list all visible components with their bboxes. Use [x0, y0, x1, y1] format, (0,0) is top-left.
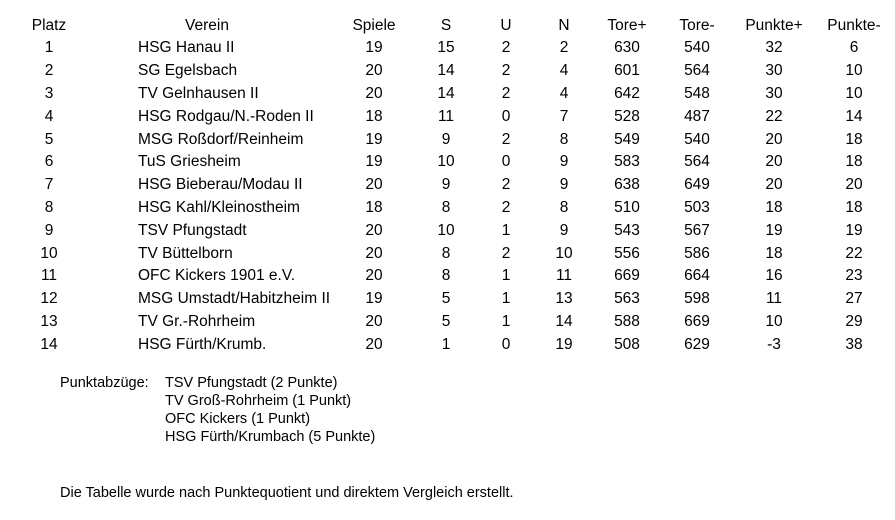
table-row	[16, 288, 892, 311]
cell-s: 8	[441, 198, 451, 216]
cell-u: 2	[501, 39, 511, 57]
cell-verein: HSG Rodgau/N.-Roden II	[138, 107, 314, 125]
col-header-punkte-minus: Punkte-	[827, 16, 881, 34]
table-row	[16, 311, 892, 334]
cell-spiele: 19	[365, 130, 383, 148]
cell-platz: 6	[44, 153, 54, 171]
table-footnote: Die Tabelle wurde nach Punktequotient und direktem Vergleich erstellt.	[60, 485, 514, 501]
cell-s: 15	[437, 39, 455, 57]
deduction-item: OFC Kickers (1 Punkt)	[165, 411, 311, 427]
standings-body	[16, 37, 892, 356]
cell-punkte-plus: 18	[765, 198, 783, 216]
cell-tore-plus: 583	[614, 153, 640, 171]
cell-s: 11	[437, 107, 455, 125]
col-header-platz: Platz	[31, 16, 67, 34]
cell-n: 4	[559, 62, 569, 80]
cell-tore-plus: 563	[614, 290, 640, 308]
cell-spiele: 20	[365, 267, 383, 285]
deductions-label: Punktabzüge:	[60, 375, 149, 391]
cell-spiele: 20	[365, 176, 383, 194]
cell-tore-minus: 540	[684, 130, 710, 148]
cell-punkte-minus: 27	[845, 290, 863, 308]
cell-verein: HSG Hanau II	[138, 39, 235, 57]
cell-u: 0	[501, 153, 511, 171]
cell-n: 9	[559, 153, 569, 171]
cell-verein: TV Büttelborn	[138, 244, 233, 262]
cell-s: 10	[437, 153, 455, 171]
cell-verein: TSV Pfungstadt	[138, 221, 247, 239]
cell-verein: TV Gelnhausen II	[138, 84, 259, 102]
cell-punkte-plus: 22	[765, 107, 783, 125]
cell-s: 14	[437, 62, 455, 80]
cell-n: 11	[555, 267, 573, 285]
cell-punkte-minus: 10	[845, 84, 863, 102]
col-header-tore-plus: Tore+	[607, 16, 647, 34]
cell-tore-plus: 549	[614, 130, 640, 148]
cell-punkte-plus: 20	[765, 130, 783, 148]
cell-platz: 9	[44, 221, 54, 239]
cell-punkte-plus: 32	[765, 39, 783, 57]
cell-u: 0	[501, 107, 511, 125]
cell-s: 8	[441, 267, 451, 285]
col-header-verein: Verein	[185, 16, 229, 34]
cell-s: 8	[441, 244, 451, 262]
header-row	[16, 14, 892, 37]
cell-punkte-plus: 19	[765, 221, 783, 239]
cell-n: 8	[559, 198, 569, 216]
table-row	[16, 105, 892, 128]
cell-tore-plus: 669	[614, 267, 640, 285]
cell-tore-minus: 503	[684, 198, 710, 216]
cell-verein: TV Gr.-Rohrheim	[138, 312, 256, 330]
cell-tore-minus: 649	[684, 176, 710, 194]
cell-n: 10	[555, 244, 573, 262]
cell-tore-plus: 638	[614, 176, 640, 194]
cell-punkte-plus: 20	[765, 176, 783, 194]
col-header-tore-minus: Tore-	[679, 16, 715, 34]
table-row	[16, 197, 892, 220]
cell-tore-plus: 508	[614, 335, 640, 353]
cell-u: 1	[501, 221, 511, 239]
cell-n: 13	[555, 290, 573, 308]
cell-tore-minus: 629	[684, 335, 710, 353]
col-header-u: U	[500, 16, 512, 34]
cell-s: 5	[441, 312, 451, 330]
cell-punkte-plus: 16	[765, 267, 783, 285]
cell-spiele: 20	[365, 84, 383, 102]
cell-s: 9	[441, 176, 451, 194]
cell-verein: HSG Bieberau/Modau II	[138, 176, 303, 194]
cell-tore-minus: 564	[684, 62, 710, 80]
cell-n: 9	[559, 176, 569, 194]
cell-n: 7	[559, 107, 569, 125]
cell-spiele: 20	[365, 221, 383, 239]
cell-tore-plus: 601	[614, 62, 640, 80]
cell-spiele: 19	[365, 153, 383, 171]
cell-verein: SG Egelsbach	[138, 62, 238, 80]
cell-punkte-minus: 18	[845, 153, 863, 171]
cell-spiele: 19	[365, 290, 383, 308]
table-row	[16, 219, 892, 242]
cell-s: 9	[441, 130, 451, 148]
cell-platz: 13	[40, 312, 58, 330]
cell-tore-plus: 528	[614, 107, 640, 125]
cell-u: 2	[501, 244, 511, 262]
table-row	[16, 60, 892, 83]
cell-spiele: 19	[365, 39, 383, 57]
cell-tore-minus: 598	[684, 290, 710, 308]
cell-tore-plus: 510	[614, 198, 640, 216]
cell-u: 2	[501, 130, 511, 148]
cell-punkte-plus: 30	[765, 84, 783, 102]
col-header-s: S	[440, 16, 452, 34]
cell-spiele: 18	[365, 198, 383, 216]
cell-punkte-minus: 18	[845, 198, 863, 216]
cell-u: 2	[501, 62, 511, 80]
cell-tore-minus: 564	[684, 153, 710, 171]
cell-u: 2	[501, 198, 511, 216]
deduction-item: TSV Pfungstadt (2 Punkte)	[165, 375, 338, 391]
cell-verein: OFC Kickers 1901 e.V.	[138, 267, 296, 285]
cell-punkte-plus: 30	[765, 62, 783, 80]
cell-punkte-minus: 18	[845, 130, 863, 148]
cell-n: 4	[559, 84, 569, 102]
cell-tore-minus: 664	[684, 267, 710, 285]
cell-platz: 7	[44, 176, 54, 194]
col-header-n: N	[558, 16, 570, 34]
table-row	[16, 242, 892, 265]
cell-punkte-minus: 22	[845, 244, 863, 262]
table-row	[16, 333, 892, 356]
cell-n: 9	[559, 221, 569, 239]
cell-tore-plus: 642	[614, 84, 640, 102]
col-header-punkte-plus: Punkte+	[745, 16, 803, 34]
cell-n: 8	[559, 130, 569, 148]
cell-punkte-minus: 14	[845, 107, 863, 125]
cell-verein: TuS Griesheim	[138, 153, 241, 171]
deduction-item: TV Groß-Rohrheim (1 Punkt)	[165, 393, 352, 409]
deduction-item: HSG Fürth/Krumbach (5 Punkte)	[165, 429, 376, 445]
cell-u: 0	[501, 335, 511, 353]
cell-punkte-plus: 11	[765, 290, 783, 308]
table-row	[16, 151, 892, 174]
cell-platz: 4	[44, 107, 54, 125]
cell-spiele: 20	[365, 312, 383, 330]
cell-platz: 10	[40, 244, 58, 262]
cell-spiele: 20	[365, 62, 383, 80]
col-header-spiele: Spiele	[352, 16, 396, 34]
cell-verein: MSG Umstadt/Habitzheim II	[138, 290, 331, 308]
table-row	[16, 83, 892, 106]
cell-n: 19	[555, 335, 573, 353]
cell-punkte-plus: 20	[765, 153, 783, 171]
table-row	[16, 174, 892, 197]
cell-tore-minus: 487	[684, 107, 710, 125]
cell-verein: HSG Fürth/Krumb.	[138, 335, 267, 353]
cell-tore-minus: 567	[684, 221, 710, 239]
cell-verein: MSG Roßdorf/Reinheim	[138, 130, 304, 148]
cell-u: 2	[501, 84, 511, 102]
cell-n: 2	[559, 39, 569, 57]
cell-u: 1	[501, 312, 511, 330]
cell-s: 5	[441, 290, 451, 308]
cell-platz: 2	[44, 62, 54, 80]
point-deductions	[60, 374, 375, 446]
cell-tore-minus: 669	[684, 312, 710, 330]
cell-tore-plus: 543	[614, 221, 640, 239]
cell-s: 1	[441, 335, 451, 353]
cell-platz: 5	[44, 130, 54, 148]
cell-punkte-minus: 10	[845, 62, 863, 80]
cell-n: 14	[555, 312, 573, 330]
cell-platz: 3	[44, 84, 54, 102]
cell-punkte-minus: 38	[845, 335, 863, 353]
cell-punkte-plus: 10	[765, 312, 783, 330]
standings-table	[16, 14, 892, 356]
cell-spiele: 20	[365, 335, 383, 353]
table-row	[16, 265, 892, 288]
cell-tore-plus: 630	[614, 39, 640, 57]
cell-u: 1	[501, 267, 511, 285]
cell-u: 2	[501, 176, 511, 194]
cell-platz: 11	[40, 267, 58, 285]
cell-s: 10	[437, 221, 455, 239]
cell-punkte-minus: 23	[845, 267, 863, 285]
cell-tore-minus: 540	[684, 39, 710, 57]
cell-tore-minus: 586	[684, 244, 710, 262]
cell-tore-plus: 556	[614, 244, 640, 262]
cell-spiele: 18	[365, 107, 383, 125]
cell-platz: 14	[40, 335, 58, 353]
cell-spiele: 20	[365, 244, 383, 262]
cell-s: 14	[437, 84, 455, 102]
cell-u: 1	[501, 290, 511, 308]
cell-punkte-plus: -3	[767, 335, 781, 353]
cell-platz: 12	[40, 290, 58, 308]
cell-tore-minus: 548	[684, 84, 710, 102]
cell-punkte-minus: 29	[845, 312, 863, 330]
cell-platz: 1	[44, 39, 54, 57]
cell-platz: 8	[44, 198, 54, 216]
table-row	[16, 37, 892, 60]
cell-punkte-minus: 19	[845, 221, 863, 239]
cell-tore-plus: 588	[614, 312, 640, 330]
cell-punkte-minus: 6	[849, 39, 859, 57]
cell-verein: HSG Kahl/Kleinostheim	[138, 198, 300, 216]
cell-punkte-minus: 20	[845, 176, 863, 194]
table-row	[16, 128, 892, 151]
cell-punkte-plus: 18	[765, 244, 783, 262]
